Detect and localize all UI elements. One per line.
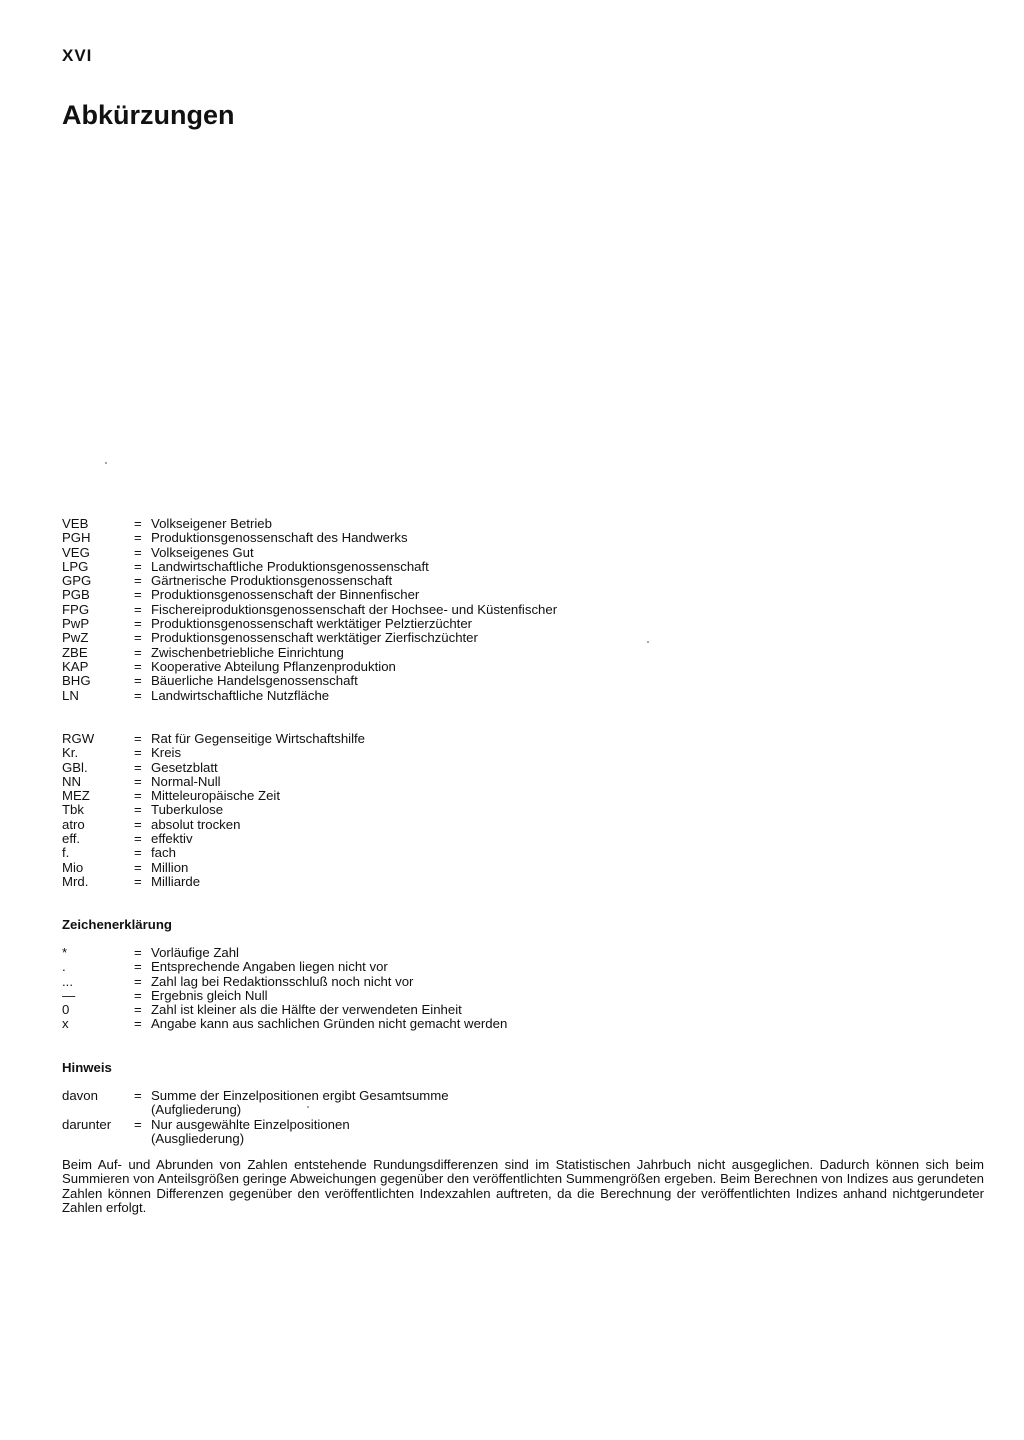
abbreviation-key: davon (62, 1088, 98, 1103)
equals-sign: = (134, 959, 142, 975)
abbreviation-definition: Kooperative Abteilung Pflanzenproduktion (151, 658, 396, 674)
abbreviation-key: Mio (62, 859, 84, 875)
abbreviation-definition: Landwirtschaftliche Produktionsgenossenschaft (151, 558, 429, 574)
abbreviation-row (62, 875, 682, 889)
abbreviation-definition: Fischereiproduktionsgenossenschaft der Hochsee- und Küstenfischer (151, 601, 558, 617)
abbreviation-key: ZBE (62, 644, 88, 660)
abbreviation-key: Mrd. (62, 873, 89, 889)
equals-sign: = (134, 658, 142, 674)
equals-sign: = (134, 573, 142, 589)
note-row (62, 1118, 682, 1147)
equals-sign: = (134, 630, 142, 646)
signs-heading: Zeichenerklärung (62, 917, 172, 932)
abbreviation-key: FPG (62, 601, 90, 617)
equals-sign: = (134, 773, 142, 789)
abbreviation-key: 0 (62, 1002, 70, 1018)
abbreviation-definition: Tuberkulose (151, 802, 224, 818)
equals-sign: = (134, 1088, 142, 1103)
abbreviation-definition: Gesetzblatt (151, 759, 218, 775)
abbreviation-key: PGH (62, 530, 91, 546)
abbreviation-key: VEB (62, 516, 89, 531)
equals-sign: = (134, 687, 142, 703)
abbreviation-row (62, 761, 682, 775)
sign-row (62, 975, 682, 989)
equals-sign: = (134, 859, 142, 875)
abbreviation-row (62, 674, 682, 688)
equals-sign: = (134, 816, 142, 832)
abbreviation-row (62, 617, 682, 631)
abbreviation-definition: fach (151, 845, 176, 861)
abbreviation-definition: Produktionsgenossenschaft werktätiger Zierfischzüchter (151, 630, 478, 646)
abbreviation-row (62, 861, 682, 875)
abbreviation-definition: Angabe kann aus sachlichen Gründen nicht gemacht werden (151, 1016, 508, 1032)
equals-sign: = (134, 587, 142, 603)
abbreviation-definition: Produktionsgenossenschaft des Handwerks (151, 530, 408, 546)
abbreviation-key: Tbk (62, 802, 84, 818)
equals-sign: = (134, 788, 142, 804)
abbreviation-key: * (62, 945, 68, 960)
abbreviation-key: GPG (62, 573, 92, 589)
abbreviation-definition: Entsprechende Angaben liegen nicht vor (151, 959, 388, 975)
abbreviation-row (62, 517, 682, 531)
abbreviation-key: PGB (62, 587, 90, 603)
abbreviation-key: f. (62, 845, 70, 861)
abbreviation-definition: Zahl ist kleiner als die Hälfte der verwendeten Einheit (151, 1002, 462, 1018)
abbreviation-definition: Landwirtschaftliche Nutzfläche (151, 687, 330, 703)
sign-row (62, 989, 682, 1003)
sign-row (62, 960, 682, 974)
abbreviation-definition: Gärtnerische Produktionsgenossenschaft (151, 573, 393, 589)
sign-row (62, 1003, 682, 1017)
abbreviation-key: LN (62, 687, 79, 703)
abbreviation-definition: Bäuerliche Handelsgenossenschaft (151, 673, 358, 689)
abbreviation-key: . (62, 959, 66, 975)
abbreviation-key: eff. (62, 831, 81, 847)
equals-sign: = (134, 516, 142, 531)
abbreviation-row (62, 603, 682, 617)
equals-sign: = (134, 759, 142, 775)
abbreviation-key: ... (62, 973, 73, 989)
notes-list (62, 1089, 682, 1146)
equals-sign: = (134, 1016, 142, 1032)
abbreviation-key: PwP (62, 616, 90, 632)
abbreviation-key: NN (62, 773, 82, 789)
definition-text: Summe der Einzelpositionen ergibt Gesamtsumme (151, 1088, 449, 1103)
abbreviation-definition: Mitteleuropäische Zeit (151, 788, 281, 804)
abbreviation-row (62, 560, 682, 574)
equals-sign: = (134, 802, 142, 818)
scan-speck (105, 462, 107, 464)
equals-sign: = (134, 530, 142, 546)
abbreviation-row (62, 789, 682, 803)
equals-sign: = (134, 745, 142, 761)
equals-sign: = (134, 973, 142, 989)
abbreviation-key: RGW (62, 731, 95, 746)
equals-sign: = (134, 873, 142, 889)
abbreviation-row (62, 588, 682, 602)
equals-sign: = (134, 544, 142, 560)
page-number: XVI (62, 46, 93, 65)
abbreviation-key: — (62, 987, 76, 1003)
signs-list (62, 946, 682, 1032)
abbreviation-definition: Produktionsgenossenschaft werktätiger Pelztierzüchter (151, 616, 473, 632)
abbreviation-definition: Volkseigenes Gut (151, 544, 254, 560)
notes-heading: Hinweis (62, 1060, 112, 1075)
abbreviation-definition: Zwischenbetriebliche Einrichtung (151, 644, 344, 660)
abbreviation-key: LPG (62, 558, 89, 574)
abbreviation-key: KAP (62, 658, 89, 674)
abbreviation-definition: absolut trocken (151, 816, 241, 832)
abbreviation-list-general (62, 732, 682, 889)
abbreviation-row (62, 746, 682, 760)
abbreviation-row (62, 631, 682, 645)
abbreviation-key: PwZ (62, 630, 89, 646)
abbreviation-definition: Ergebnis gleich Null (151, 987, 268, 1003)
sign-row (62, 1017, 682, 1031)
equals-sign: = (134, 644, 142, 660)
abbreviation-definition: Zahl lag bei Redaktionsschluß noch nicht vor (151, 973, 414, 989)
abbreviation-definition: Volkseigener Betrieb (151, 516, 272, 531)
sign-row (62, 946, 682, 960)
scan-speck (307, 1106, 309, 1108)
abbreviation-definition: Milliarde (151, 873, 201, 889)
abbreviation-row (62, 846, 682, 860)
rounding-footnote: Beim Auf- und Abrunden von Zahlen entstehende Rundungsdifferenzen sind im Statistischen Jahrbuch nicht ausgeglichen. Dadurch können sich beim Summieren von Anteilsgrößen geringe Abweichungen gegenüber den veröffentlichten Summengrößen ergeben. Beim Berechnen von Indizes aus gerundeten Zahlen können Differenzen gegenüber den veröffentlichten Indexzahlen auftreten, da die Berechnung der veröffentlichten Indizes anhand nichtgerundeter Zahlen erfolgt. (62, 1157, 984, 1215)
note-row (62, 1089, 682, 1118)
definition-subtext: (Aufgliederung) (151, 1102, 242, 1118)
equals-sign: = (134, 987, 142, 1003)
abbreviation-key: darunter (62, 1116, 112, 1132)
equals-sign: = (134, 616, 142, 632)
abbreviation-row (62, 775, 682, 789)
equals-sign: = (134, 673, 142, 689)
abbreviation-key: atro (62, 816, 85, 832)
abbreviation-row (62, 818, 682, 832)
abbreviation-row (62, 689, 682, 703)
abbreviation-definition (151, 1089, 682, 1118)
abbreviation-key: x (62, 1016, 69, 1032)
abbreviation-key: Kr. (62, 745, 79, 761)
abbreviation-row (62, 531, 682, 545)
abbreviation-definition: Kreis (151, 745, 182, 761)
abbreviation-definition: Normal-Null (151, 773, 221, 789)
equals-sign: = (134, 601, 142, 617)
abbreviation-row (62, 832, 682, 846)
abbreviation-definition (151, 1118, 682, 1147)
abbreviation-definition: Rat für Gegenseitige Wirtschaftshilfe (151, 731, 366, 746)
abbreviation-row (62, 660, 682, 674)
abbreviation-definition: Million (151, 859, 189, 875)
equals-sign: = (134, 945, 142, 960)
abbreviation-key: BHG (62, 673, 91, 689)
equals-sign: = (134, 731, 142, 746)
equals-sign: = (134, 1002, 142, 1018)
abbreviation-key: MEZ (62, 788, 90, 804)
equals-sign: = (134, 558, 142, 574)
abbreviation-row (62, 646, 682, 660)
abbreviation-definition: Vorläufige Zahl (151, 945, 239, 960)
abbreviation-list-economy (62, 517, 682, 703)
abbreviation-row (62, 546, 682, 560)
equals-sign: = (134, 845, 142, 861)
abbreviation-definition: effektiv (151, 831, 193, 847)
abbreviation-row (62, 803, 682, 817)
page-title: Abkürzungen (62, 100, 235, 130)
scan-speck (647, 641, 649, 643)
abbreviation-row (62, 732, 682, 746)
definition-text: Nur ausgewählte Einzelpositionen (151, 1116, 350, 1132)
equals-sign: = (134, 831, 142, 847)
abbreviation-key: GBl. (62, 759, 88, 775)
abbreviation-row (62, 574, 682, 588)
abbreviation-definition: Produktionsgenossenschaft der Binnenfischer (151, 587, 420, 603)
abbreviation-key: VEG (62, 544, 90, 560)
definition-subtext: (Ausgliederung) (151, 1130, 245, 1146)
equals-sign: = (134, 1116, 142, 1132)
